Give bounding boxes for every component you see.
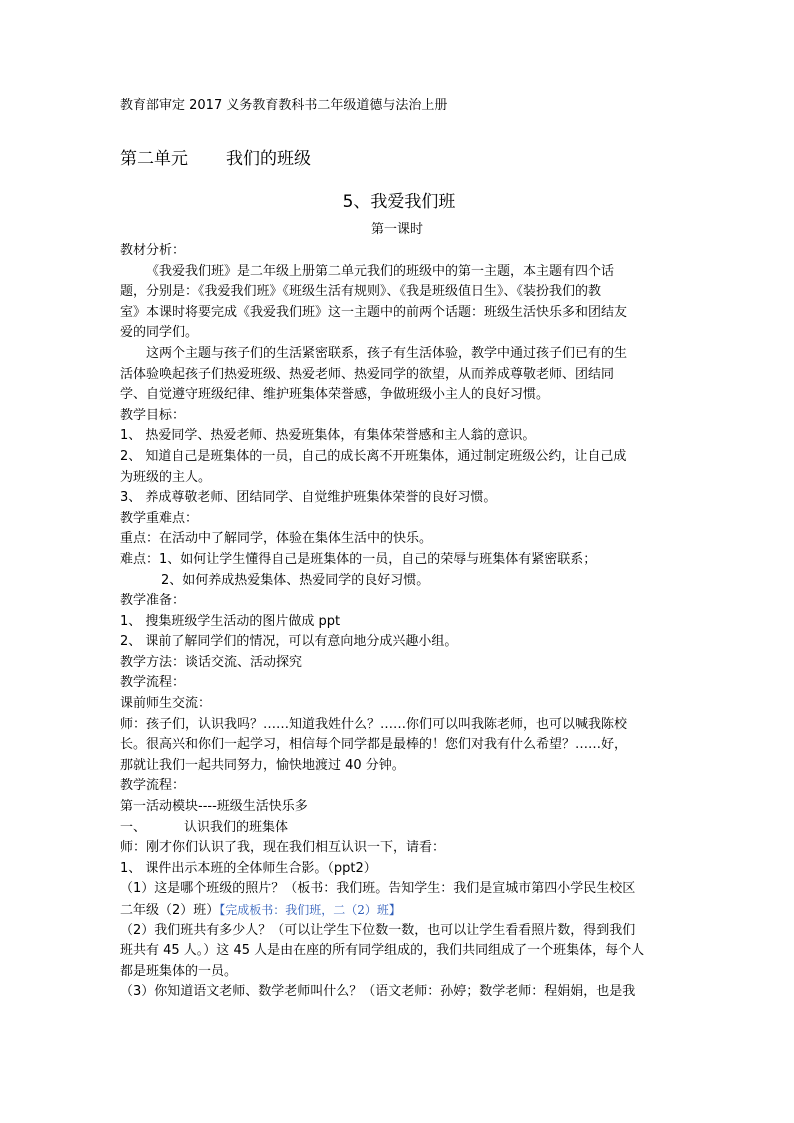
list-item: 2、 课前了解同学们的情况，可以有意向地分成兴趣小组。 [120,634,458,650]
difficulty-line: 难点：1、如何让学生懂得自己是班集体的一员，自己的荣辱与班集体有紧密联系； [120,551,597,567]
section-heading-preparation: 教学准备： [120,593,186,609]
paragraph-line: 学、自觉遵守班级纪律、维护班集体荣誉感，争做班级小主人的良好习惯。 [120,387,550,403]
paragraph-line: 长。很高兴和你们一起学习，相信每个同学都是最棒的！您们对我有什么希望？……好， [120,737,628,753]
paragraph-line: 题，分别是：《我爱我们班》《班级生活有规则》、《我是班级值日生》、《装扮我们的教 [120,284,602,300]
activity-number: 一、 [120,819,147,835]
paragraph-line: 《我爱我们班》是二年级上册第二单元我们的班级中的第一主题，本主题有四个话 [146,263,615,279]
unit-name: 我们的班级 [226,149,311,169]
list-item: 3、 养成尊敬老师、团结同学、自觉维护班集体荣誉的良好习惯。 [120,490,497,506]
unit-title [120,148,311,170]
session-title: 第一课时 [370,222,423,237]
list-item: 1、 热爱同学、热爱老师、热爱班集体，有集体荣誉感和主人翁的意识。 [120,428,536,444]
document-header: 教育部审定 2017 义务教育教科书二年级道德与法治上册 [120,98,448,113]
paragraph-line: 师：孩子们，认识我吗？……知道我姓什么？……你们可以叫我陈老师，也可以喊我陈校 [120,716,628,732]
list-item-continuation: 为班级的主人。 [120,469,212,485]
module-heading: 第一活动模块----班级生活快乐多 [120,799,308,815]
paragraph-line: （1）这是哪个班级的照片？（板书：我们班。告知学生：我们是宣城市第四小学民生校区 [120,881,636,897]
subsection-heading: 课前师生交流： [120,696,212,712]
section-heading-teaching-goals: 教学目标： [120,407,186,423]
paragraph-line: 室》本课时将要完成《我爱我们班》这一主题中的前两个话题：班级生活快乐多和团结友 [120,304,628,320]
paragraph-text: 二年级（2）班） [120,903,220,918]
section-heading-key-points: 教学重难点： [120,510,199,526]
activity-heading [120,818,676,839]
paragraph-line: 爱的同学们。 [120,325,199,341]
teaching-method-line: 教学方法：谈话交流、活动探究 [120,654,303,670]
lesson-title-text: 5、我爱我们班 [342,192,456,212]
paragraph-line: 班共有 45 人。）这 45 人是由在座的所有同学组成的，我们共同组成了一个班集体，每个人 [120,943,645,959]
activity-title: 认识我们的班集体 [184,819,289,835]
list-item: 2、 知道自己是班集体的一员，自己的成长离不开班集体，通过制定班级公约，让自己成 [120,448,627,464]
paragraph-line: 都是班集体的一员。 [120,963,238,979]
unit-number: 第二单元 [120,149,188,169]
lesson-title [0,191,794,213]
list-item: 1、 课件出示本班的全体师生合影。（ppt2） [120,860,377,876]
paragraph-line: （2）我们班共有多少人？（可以让学生下位数一数，也可以让学生看看照片数，得到我们 [120,922,636,938]
document-body [120,241,676,1003]
difficulty-line: 2、如何养成热爱集体、热爱同学的良好习惯。 [161,572,430,588]
paragraph-line: 那就让我们一起共同努力，愉快地渡过 40 分钟。 [120,757,405,773]
paragraph-line: 这两个主题与孩子们的生活紧密联系，孩子有生活体验，教学中通过孩子们已有的生 [146,345,628,361]
key-point-line: 重点：在活动中了解同学，体验在集体生活中的快乐。 [120,531,433,547]
section-heading-process: 教学流程： [120,778,186,794]
list-item: 1、 搜集班级学生活动的图片做成 ppt [120,613,341,629]
paragraph-line: 活体验唤起孩子们热爱班级、热爱老师、热爱同学的欲望，从而养成尊敬老师、团结同 [120,366,615,382]
board-note: 【完成板书：我们班，二（2）班】 [219,903,401,917]
paragraph-line [120,900,676,921]
paragraph-line: 师：刚才你们认识了我，现在我们相互认识一下，请看： [120,840,446,856]
section-heading-process: 教学流程： [120,675,186,691]
paragraph-line: （3）你知道语文老师、数学老师叫什么？（语文老师：孙婷；数学老师：程娟娟，也是我 [120,984,636,1000]
section-heading-material-analysis: 教材分析： [120,243,186,258]
